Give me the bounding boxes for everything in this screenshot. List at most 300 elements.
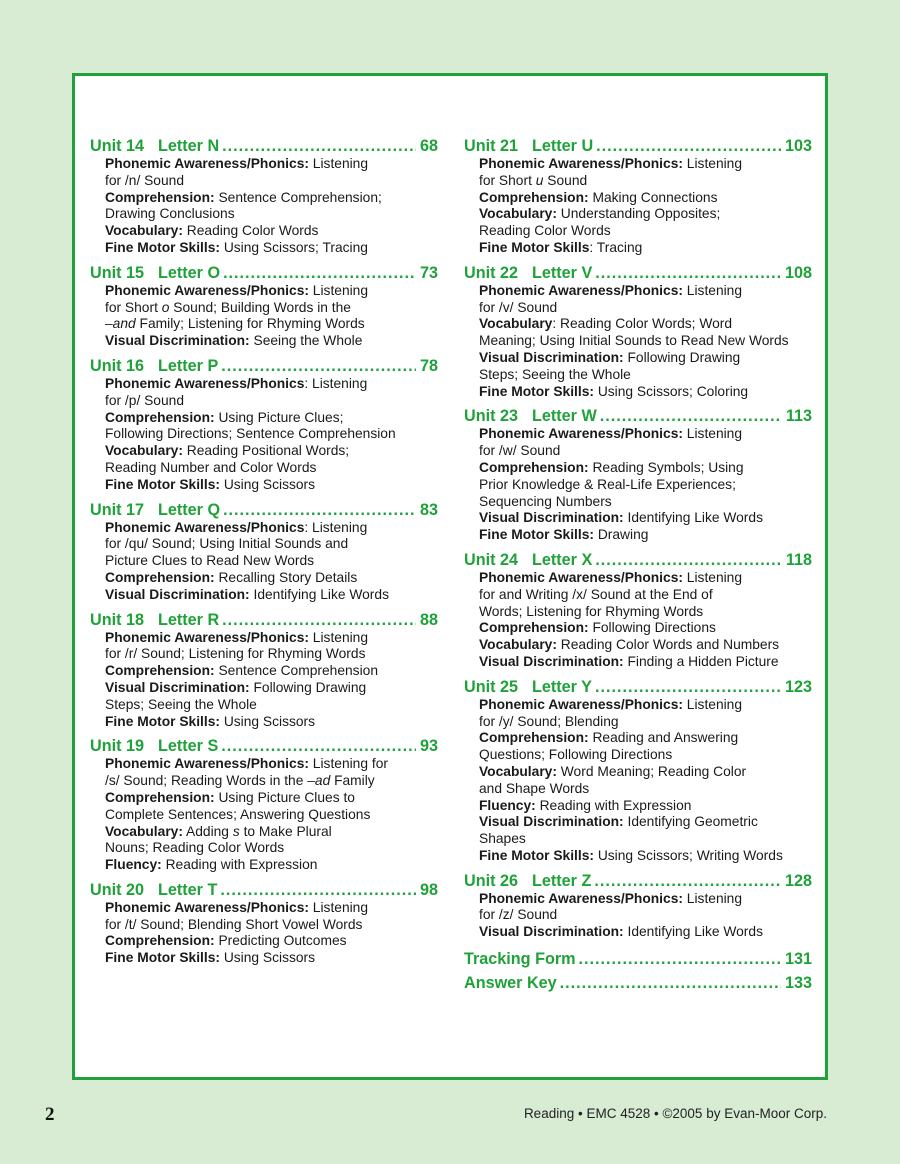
unit-page-number: 123 <box>784 677 812 696</box>
skill-line <box>464 654 812 671</box>
skill-line <box>90 223 438 240</box>
skill-label: Vocabulary: <box>479 206 557 222</box>
skill-label: Vocabulary: <box>105 443 183 459</box>
unit-heading-link[interactable] <box>90 610 438 630</box>
skill-text: Family <box>330 773 375 789</box>
skill-line <box>90 393 438 410</box>
unit-letter: Letter W <box>531 407 597 426</box>
toc-right-column <box>464 136 812 995</box>
skill-text: for /y/ Sound; Blending <box>479 713 619 729</box>
skill-line <box>90 283 438 300</box>
skill-text: for /r/ Sound; Listening for Rhyming Words <box>105 646 366 662</box>
skill-line <box>464 907 812 924</box>
skill-line <box>90 316 438 333</box>
skill-line <box>464 924 812 941</box>
skill-line <box>464 350 812 367</box>
skill-label: Phonemic Awareness/Phonics: <box>479 282 683 298</box>
toc-tail-entry-link[interactable] <box>464 971 812 995</box>
tail-page-number: 131 <box>784 950 812 969</box>
skill-text: Listening <box>682 282 743 298</box>
skill-text: to Make Plural <box>239 823 332 839</box>
toc-unit-entry <box>90 136 438 257</box>
skill-label: Phonemic Awareness/Phonics: <box>105 282 309 298</box>
skill-text: Following Drawing <box>249 679 367 695</box>
skill-text: and Shape Words <box>479 780 590 796</box>
skill-line <box>464 460 812 477</box>
skill-line <box>90 630 438 647</box>
skill-text: for /n/ Sound <box>105 172 185 188</box>
skill-text: Reading with Expression <box>161 857 318 873</box>
skill-line <box>464 527 812 544</box>
skill-line <box>90 156 438 173</box>
unit-letter: Letter X <box>531 550 593 569</box>
toc-unit-entry <box>90 356 438 494</box>
skill-label: Phonemic Awareness/Phonics: <box>105 629 309 645</box>
skill-text: Drawing <box>593 527 649 543</box>
unit-number: Unit 21 <box>464 137 518 155</box>
skill-text: for /t/ Sound; Blending Short Vowel Words <box>105 916 363 932</box>
skill-line <box>90 857 438 874</box>
skill-label: Phonemic Awareness/Phonics: <box>479 569 683 585</box>
footer-credit: Reading • EMC 4528 • ©2005 by Evan-Moor Corp. <box>523 1106 827 1121</box>
skill-line <box>90 933 438 950</box>
tail-title: Tracking Form <box>464 950 576 969</box>
skill-text: for /z/ Sound <box>479 907 558 923</box>
skill-line <box>464 891 812 908</box>
dot-leader <box>560 971 781 995</box>
toc-unit-entry <box>464 677 812 865</box>
skill-text: Following Directions <box>588 620 716 636</box>
toc-unit-entry <box>464 136 812 257</box>
skill-label: Visual Discrimination: <box>479 349 624 365</box>
skill-line <box>464 798 812 815</box>
skill-line <box>90 790 438 807</box>
unit-letter: Letter V <box>531 263 593 282</box>
skill-label: Phonemic Awareness/Phonics <box>105 519 305 535</box>
unit-letter: Letter Y <box>531 677 592 696</box>
skill-label: Comprehension: <box>479 189 589 205</box>
skill-line <box>90 663 438 680</box>
skill-text: Sound; Building Words in the <box>169 299 351 315</box>
skill-line <box>464 384 812 401</box>
skill-line <box>464 697 812 714</box>
skill-line <box>90 477 438 494</box>
skill-text: Listening <box>682 696 743 712</box>
skill-line <box>90 206 438 223</box>
unit-number: Unit 23 <box>464 407 518 426</box>
unit-page-number: 68 <box>419 137 438 155</box>
unit-heading-link[interactable] <box>90 736 438 756</box>
toc-unit-entry <box>464 406 812 544</box>
dot-leader <box>595 550 782 570</box>
skill-text: : Listening <box>304 519 368 535</box>
skill-line <box>90 807 438 824</box>
skill-italic: –and <box>105 316 136 332</box>
toc-unit-entry <box>90 500 438 604</box>
skill-label: Vocabulary: <box>105 823 183 839</box>
skill-text: Reading Color Words <box>479 223 611 239</box>
dot-leader <box>594 871 781 891</box>
unit-heading-link[interactable] <box>90 880 438 900</box>
skill-text: Listening <box>682 569 743 585</box>
skill-line <box>90 300 438 317</box>
skill-line <box>464 714 812 731</box>
skill-line <box>90 190 438 207</box>
toc-unit-entry <box>90 736 438 874</box>
skill-text: : Reading Color Words; Word <box>552 316 733 332</box>
skill-line <box>90 917 438 934</box>
unit-heading-link[interactable] <box>464 871 812 891</box>
skill-text: Identifying Like Words <box>623 510 763 526</box>
skill-line <box>464 443 812 460</box>
unit-page-number: 73 <box>419 263 438 282</box>
skill-line <box>464 781 812 798</box>
skill-line <box>90 587 438 604</box>
skill-line <box>90 173 438 190</box>
skill-label: Comprehension: <box>105 789 215 805</box>
unit-letter: Letter U <box>531 137 594 155</box>
skill-label: Comprehension: <box>479 730 589 746</box>
skill-text: Listening for <box>308 756 388 772</box>
skill-text: for /v/ Sound <box>479 299 558 315</box>
skill-text: Adding <box>182 823 233 839</box>
unit-number: Unit 19 <box>90 737 144 756</box>
unit-number: Unit 17 <box>90 500 144 519</box>
skill-text: Drawing Conclusions <box>105 206 235 222</box>
skill-label: Fluency: <box>105 857 162 873</box>
skill-text: Identifying Like Words <box>249 586 389 602</box>
skill-line <box>90 900 438 917</box>
skill-label: Comprehension: <box>105 663 215 679</box>
skill-text: Using Scissors; Tracing <box>219 239 368 255</box>
skill-line <box>464 333 812 350</box>
unit-letter: Letter N <box>157 137 220 155</box>
skill-label: Fine Motor Skills: <box>479 847 594 863</box>
skill-line <box>90 426 438 443</box>
skill-line <box>90 536 438 553</box>
skill-text: Following Directions; Sentence Comprehension <box>105 426 396 442</box>
skill-line <box>464 747 812 764</box>
skill-line <box>90 824 438 841</box>
skill-line <box>464 510 812 527</box>
skill-text: Prior Knowledge & Real-Life Experiences; <box>479 476 736 492</box>
dot-leader <box>596 136 781 156</box>
skill-line <box>90 773 438 790</box>
skill-text: Family; Listening for Rhyming Words <box>135 316 365 332</box>
skill-label: Fine Motor Skills: <box>105 476 220 492</box>
toc-unit-entry <box>464 550 812 671</box>
unit-page-number: 128 <box>784 871 812 890</box>
toc-unit-entry <box>90 880 438 967</box>
skill-text: Reading Symbols; Using <box>588 459 744 475</box>
skill-label: Vocabulary <box>479 316 553 332</box>
unit-page-number: 108 <box>784 263 812 282</box>
skill-label: Fine Motor Skills: <box>105 713 220 729</box>
unit-page-number: 83 <box>419 500 438 519</box>
skill-text: Listening <box>308 899 369 915</box>
skill-text: for /w/ Sound <box>479 443 561 459</box>
skill-text: Questions; Following Directions <box>479 747 673 763</box>
skill-text: Steps; Seeing the Whole <box>105 696 257 712</box>
skill-text: Using Picture Clues to <box>214 789 355 805</box>
unit-page-number: 93 <box>419 737 438 756</box>
toc-left-column <box>90 136 438 973</box>
skill-line <box>90 410 438 427</box>
skill-label: Visual Discrimination: <box>105 333 250 349</box>
toc-tail-entry-link[interactable] <box>464 947 812 971</box>
skill-label: Visual Discrimination: <box>479 510 624 526</box>
skill-text: /s/ Sound; Reading Words in the <box>105 773 308 789</box>
skill-line <box>464 367 812 384</box>
skill-label: Phonemic Awareness/Phonics <box>105 375 305 391</box>
skill-italic: o <box>161 299 170 315</box>
tail-title: Answer Key <box>464 974 557 993</box>
skill-label: Phonemic Awareness/Phonics: <box>479 696 683 712</box>
skill-line <box>90 520 438 537</box>
skill-text: Sequencing Numbers <box>479 493 612 509</box>
dot-leader <box>595 677 781 697</box>
skill-line <box>464 283 812 300</box>
skill-text: Using Picture Clues; <box>214 409 344 425</box>
skill-line <box>464 570 812 587</box>
skill-label: Comprehension: <box>479 620 589 636</box>
skill-text: Reading with Expression <box>535 797 692 813</box>
unit-page-number: 88 <box>419 610 438 629</box>
skill-label: Fine Motor Skills: <box>479 527 594 543</box>
skill-text: Sentence Comprehension; <box>214 189 382 205</box>
unit-letter: Letter P <box>157 356 219 375</box>
skill-line <box>90 680 438 697</box>
skill-text: Word Meaning; Reading Color <box>556 763 747 779</box>
skill-label: Phonemic Awareness/Phonics: <box>105 756 309 772</box>
skill-italic: s <box>232 823 240 839</box>
unit-number: Unit 16 <box>90 356 144 375</box>
skill-line <box>90 333 438 350</box>
unit-page-number: 78 <box>419 356 438 375</box>
skill-label: Fine Motor Skills: <box>105 950 220 966</box>
skill-label: Comprehension: <box>105 933 215 949</box>
skill-line <box>464 156 812 173</box>
unit-heading-link[interactable] <box>464 136 812 156</box>
dot-leader <box>579 947 781 971</box>
toc-unit-entry <box>90 263 438 350</box>
skill-text: Recalling Story Details <box>214 569 358 585</box>
skill-line <box>90 714 438 731</box>
skill-line <box>90 756 438 773</box>
skill-text: Identifying Geometric <box>623 814 758 830</box>
skill-text: Reading Positional Words; <box>182 443 350 459</box>
skill-text: for /p/ Sound <box>105 392 185 408</box>
skill-text: Sentence Comprehension <box>214 663 378 679</box>
skill-line <box>464 477 812 494</box>
unit-number: Unit 20 <box>90 880 144 899</box>
skill-text: Predicting Outcomes <box>214 933 347 949</box>
skill-line <box>464 316 812 333</box>
skill-italic: –ad <box>307 773 331 789</box>
toc-unit-entry <box>464 263 812 401</box>
skill-line <box>464 223 812 240</box>
skill-line <box>464 620 812 637</box>
skill-label: Fine Motor Skills <box>479 239 590 255</box>
skill-text: Meaning; Using Initial Sounds to Read New Words <box>479 333 789 349</box>
dot-leader <box>221 736 416 756</box>
skill-label: Fine Motor Skills: <box>105 239 220 255</box>
skill-text: Using Scissors <box>219 476 316 492</box>
unit-heading-link[interactable] <box>90 356 438 376</box>
skill-text: Picture Clues to Read New Words <box>105 553 315 569</box>
unit-page-number: 103 <box>784 137 812 155</box>
unit-number: Unit 14 <box>90 137 144 155</box>
skill-line <box>90 443 438 460</box>
unit-heading-link[interactable] <box>464 263 812 283</box>
skill-line <box>90 240 438 257</box>
skill-line <box>464 764 812 781</box>
unit-letter: Letter T <box>157 880 218 899</box>
skill-line <box>464 730 812 747</box>
skill-line <box>464 814 812 831</box>
skill-label: Phonemic Awareness/Phonics: <box>105 156 309 171</box>
skill-text: Using Scissors <box>219 713 316 729</box>
skill-line <box>464 300 812 317</box>
skill-text: Listening <box>308 629 369 645</box>
skill-label: Vocabulary: <box>479 637 557 653</box>
dot-leader <box>221 356 416 376</box>
dot-leader <box>222 136 416 156</box>
skill-text: Using Scissors; Writing Words <box>593 847 783 863</box>
skill-text: : Tracing <box>589 239 643 255</box>
skill-italic: u <box>535 172 544 188</box>
skill-line <box>90 646 438 663</box>
unit-page-number: 98 <box>419 880 438 899</box>
skill-text: Shapes <box>479 831 526 847</box>
skill-text: : Listening <box>304 375 368 391</box>
skill-text: for Short <box>479 172 536 188</box>
skill-text: Reading and Answering <box>588 730 739 746</box>
skill-text: Finding a Hidden Picture <box>623 653 779 669</box>
skill-label: Phonemic Awareness/Phonics: <box>479 156 683 171</box>
skill-text: Listening <box>682 426 743 442</box>
unit-page-number: 113 <box>785 407 812 426</box>
skill-text: Nouns; Reading Color Words <box>105 840 285 856</box>
skill-label: Visual Discrimination: <box>105 679 250 695</box>
skill-text: for Short <box>105 299 162 315</box>
skill-label: Comprehension: <box>105 569 215 585</box>
unit-letter: Letter R <box>157 610 220 629</box>
unit-page-number: 118 <box>785 550 812 569</box>
skill-line <box>90 950 438 967</box>
skill-text: Using Scissors; Coloring <box>593 383 749 399</box>
skill-label: Vocabulary: <box>105 223 183 239</box>
skill-label: Phonemic Awareness/Phonics: <box>105 899 309 915</box>
skill-label: Comprehension: <box>479 459 589 475</box>
skill-line <box>90 570 438 587</box>
skill-label: Visual Discrimination: <box>479 924 624 940</box>
skill-line <box>464 604 812 621</box>
unit-number: Unit 18 <box>90 610 144 629</box>
skill-label: Visual Discrimination: <box>479 653 624 669</box>
skill-text: for /qu/ Sound; Using Initial Sounds and <box>105 536 349 552</box>
page-number: 2 <box>45 1104 55 1125</box>
skill-label: Phonemic Awareness/Phonics: <box>479 890 683 906</box>
skill-line <box>464 848 812 865</box>
skill-line <box>90 697 438 714</box>
unit-heading-link[interactable] <box>464 677 812 697</box>
skill-text: Complete Sentences; Answering Questions <box>105 806 371 822</box>
toc-unit-entry <box>464 871 812 941</box>
skill-text: Steps; Seeing the Whole <box>479 366 631 382</box>
skill-label: Visual Discrimination: <box>105 586 250 602</box>
unit-number: Unit 26 <box>464 871 518 890</box>
dot-leader <box>595 263 781 283</box>
skill-label: Visual Discrimination: <box>479 814 624 830</box>
skill-label: Fluency: <box>479 797 536 813</box>
skill-label: Phonemic Awareness/Phonics: <box>479 426 683 442</box>
skill-text: Listening <box>682 156 743 171</box>
dot-leader <box>222 610 416 630</box>
skill-label: Fine Motor Skills: <box>479 383 594 399</box>
skill-text: Using Scissors <box>219 950 316 966</box>
skill-text: Reading Color Words and Numbers <box>556 637 780 653</box>
skill-line <box>464 240 812 257</box>
skill-line <box>464 637 812 654</box>
skill-label: Comprehension: <box>105 409 215 425</box>
unit-number: Unit 25 <box>464 677 518 696</box>
dot-leader <box>220 880 416 900</box>
unit-letter: Letter O <box>157 263 221 282</box>
skill-line <box>464 494 812 511</box>
tail-page-number: 133 <box>784 974 812 993</box>
skill-line <box>464 190 812 207</box>
unit-heading-link[interactable] <box>464 406 812 426</box>
skill-line <box>464 206 812 223</box>
skill-line <box>90 840 438 857</box>
skill-label: Comprehension: <box>105 189 215 205</box>
dot-leader <box>223 500 416 520</box>
skill-text: Reading Number and Color Words <box>105 459 317 475</box>
dot-leader <box>600 406 782 426</box>
unit-number: Unit 15 <box>90 263 144 282</box>
skill-line <box>90 460 438 477</box>
skill-text: Reading Color Words <box>182 223 319 239</box>
skill-text: Sound <box>543 172 588 188</box>
unit-letter: Letter S <box>157 737 219 756</box>
skill-line <box>464 831 812 848</box>
skill-text: Seeing the Whole <box>249 333 363 349</box>
skill-line <box>90 553 438 570</box>
unit-letter: Letter Z <box>531 871 592 890</box>
skill-text: Following Drawing <box>623 349 741 365</box>
unit-heading-link[interactable] <box>464 550 812 570</box>
dot-leader <box>223 263 416 283</box>
skill-text: Words; Listening for Rhyming Words <box>479 603 704 619</box>
unit-heading-link[interactable] <box>90 263 438 283</box>
skill-line <box>90 376 438 393</box>
unit-letter: Letter Q <box>157 500 221 519</box>
skill-line <box>464 587 812 604</box>
skill-line <box>464 173 812 190</box>
unit-heading-link[interactable] <box>90 500 438 520</box>
toc-unit-entry <box>90 610 438 731</box>
unit-heading-link[interactable] <box>90 136 438 156</box>
skill-label: Vocabulary: <box>479 763 557 779</box>
skill-text: Listening <box>308 282 369 298</box>
unit-number: Unit 22 <box>464 263 518 282</box>
unit-number: Unit 24 <box>464 550 518 569</box>
skill-text: Listening <box>682 890 743 906</box>
skill-text: for and Writing /x/ Sound at the End of <box>479 586 713 602</box>
skill-text: Making Connections <box>588 189 718 205</box>
skill-line <box>464 426 812 443</box>
